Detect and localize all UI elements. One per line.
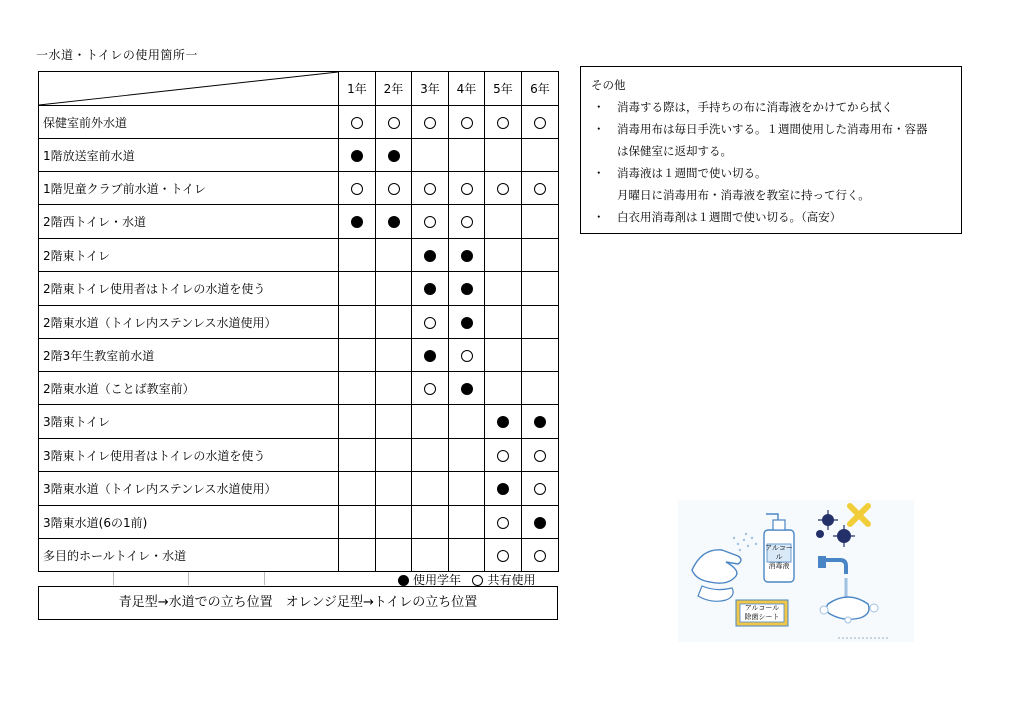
usage-cell xyxy=(522,439,559,472)
usage-cell xyxy=(412,372,449,405)
usage-cell xyxy=(339,205,376,239)
usage-cell xyxy=(412,306,449,339)
usage-table xyxy=(38,71,559,572)
open-circle-icon xyxy=(461,350,473,362)
bullet: ・ xyxy=(593,166,605,180)
usage-cell xyxy=(412,272,449,306)
usage-cell xyxy=(485,239,522,272)
filled-circle-icon xyxy=(534,517,546,529)
bottle-label: アルコール 消毒液 xyxy=(765,544,793,570)
usage-cell xyxy=(522,539,559,572)
notes-box xyxy=(580,66,962,234)
usage-cell xyxy=(522,306,559,339)
open-circle-icon xyxy=(461,117,473,129)
location-cell: 2階東水道（ことば教室前） xyxy=(39,372,339,405)
usage-cell xyxy=(485,272,522,306)
usage-cell xyxy=(449,172,485,205)
filled-circle-icon xyxy=(351,216,363,228)
usage-cell xyxy=(485,439,522,472)
note-item xyxy=(591,96,951,118)
usage-cell xyxy=(485,472,522,506)
open-circle-icon xyxy=(497,183,509,195)
table-header-row xyxy=(39,72,559,106)
table-row xyxy=(39,272,559,306)
usage-cell xyxy=(376,306,412,339)
bullet: ・ xyxy=(593,210,605,224)
legend-open-label: 共有使用 xyxy=(487,573,536,587)
usage-cell xyxy=(376,539,412,572)
note-text: 白衣用消毒剤は１週間で使い切る。（高安） xyxy=(617,210,842,224)
usage-cell xyxy=(412,472,449,506)
legend-row xyxy=(38,571,558,586)
filled-circle-icon xyxy=(351,150,363,162)
open-circle-icon xyxy=(534,483,546,495)
location-cell: 2階3年生教室前水道 xyxy=(39,339,339,372)
usage-cell xyxy=(449,106,485,139)
bullet: ・ xyxy=(593,122,605,136)
usage-cell xyxy=(412,439,449,472)
usage-cell xyxy=(339,172,376,205)
usage-cell xyxy=(449,272,485,306)
filled-circle-icon xyxy=(388,216,400,228)
note-text: 月曜日に消毒用布・消毒液を教室に持って行く。 xyxy=(617,188,870,202)
usage-cell xyxy=(412,106,449,139)
usage-cell xyxy=(339,239,376,272)
usage-cell xyxy=(522,372,559,405)
usage-cell xyxy=(449,339,485,372)
open-circle-icon xyxy=(534,450,546,462)
table-row xyxy=(39,405,559,439)
usage-table-body xyxy=(39,106,559,572)
open-circle-icon xyxy=(388,117,400,129)
usage-cell xyxy=(485,172,522,205)
grade-header: 3年 xyxy=(412,72,449,106)
usage-cell xyxy=(485,372,522,405)
usage-cell xyxy=(339,372,376,405)
usage-cell xyxy=(339,539,376,572)
usage-cell xyxy=(339,306,376,339)
note-text: 消毒する際は，手持ちの布に消毒液をかけてから拭く xyxy=(617,100,893,114)
usage-cell xyxy=(412,506,449,539)
usage-cell xyxy=(522,472,559,506)
hand-sanitizer-icon xyxy=(678,500,914,642)
open-circle-icon xyxy=(424,183,436,195)
table-row xyxy=(39,372,559,405)
usage-cell xyxy=(522,272,559,306)
table-row xyxy=(39,472,559,506)
location-cell: 3階東水道(6の1前) xyxy=(39,506,339,539)
usage-cell xyxy=(412,539,449,572)
location-cell: 1階児童クラブ前水道・トイレ xyxy=(39,172,339,205)
usage-cell xyxy=(449,239,485,272)
filled-circle-icon xyxy=(461,317,473,329)
usage-cell xyxy=(522,205,559,239)
open-circle-icon xyxy=(351,183,363,195)
open-circle-icon xyxy=(424,383,436,395)
table-row xyxy=(39,205,559,239)
location-cell: 1階放送室前水道 xyxy=(39,139,339,172)
filled-circle-icon xyxy=(497,483,509,495)
usage-cell xyxy=(522,172,559,205)
usage-cell xyxy=(485,306,522,339)
usage-cell xyxy=(449,405,485,439)
usage-cell xyxy=(412,139,449,172)
usage-cell xyxy=(412,205,449,239)
usage-cell xyxy=(522,405,559,439)
note-item xyxy=(591,162,951,184)
open-circle-icon xyxy=(497,117,509,129)
location-cell: 3階東トイレ xyxy=(39,405,339,439)
note-text: 消毒用布は毎日手洗いする。１週間使用した消毒用布・容器 xyxy=(617,122,928,136)
location-cell: 2階東トイレ使用者はトイレの水道を使う xyxy=(39,272,339,306)
filled-circle-icon xyxy=(398,575,409,586)
open-circle-icon xyxy=(534,550,546,562)
filled-circle-icon xyxy=(461,383,473,395)
usage-cell xyxy=(376,239,412,272)
usage-cell xyxy=(449,506,485,539)
location-cell: 3階東水道（トイレ内ステンレス水道使用） xyxy=(39,472,339,506)
usage-cell xyxy=(412,405,449,439)
row-divider xyxy=(264,572,265,585)
usage-cell xyxy=(449,139,485,172)
usage-cell xyxy=(376,106,412,139)
note-item xyxy=(591,118,951,140)
usage-cell xyxy=(376,506,412,539)
open-circle-icon xyxy=(472,575,483,586)
usage-cell xyxy=(339,472,376,506)
usage-cell xyxy=(376,205,412,239)
open-circle-icon xyxy=(388,183,400,195)
usage-cell xyxy=(485,139,522,172)
usage-cell xyxy=(376,172,412,205)
open-circle-icon xyxy=(497,550,509,562)
usage-cell xyxy=(376,439,412,472)
filled-circle-icon xyxy=(424,250,436,262)
usage-cell xyxy=(449,439,485,472)
grade-header: 2年 xyxy=(376,72,412,106)
usage-cell xyxy=(485,506,522,539)
bullet: ・ xyxy=(593,100,605,114)
usage-cell xyxy=(522,139,559,172)
usage-cell xyxy=(376,139,412,172)
usage-cell xyxy=(522,239,559,272)
note-item xyxy=(591,184,951,206)
usage-cell xyxy=(412,239,449,272)
notes-heading: その他 xyxy=(591,78,626,92)
disinfection-illustration xyxy=(678,500,914,642)
usage-cell xyxy=(339,139,376,172)
usage-cell xyxy=(339,506,376,539)
usage-cell xyxy=(522,106,559,139)
usage-cell xyxy=(449,205,485,239)
usage-cell xyxy=(376,272,412,306)
table-row xyxy=(39,339,559,372)
note-item xyxy=(591,206,951,228)
filled-circle-icon xyxy=(424,283,436,295)
open-circle-icon xyxy=(461,183,473,195)
usage-cell xyxy=(412,339,449,372)
table-row xyxy=(39,506,559,539)
usage-cell xyxy=(485,205,522,239)
note-text: は保健室に返却する。 xyxy=(617,144,732,158)
location-cell: 2階東水道（トイレ内ステンレス水道使用） xyxy=(39,306,339,339)
table-row xyxy=(39,172,559,205)
grade-header: 4年 xyxy=(449,72,485,106)
usage-cell xyxy=(522,339,559,372)
location-cell: 3階東トイレ使用者はトイレの水道を使う xyxy=(39,439,339,472)
location-cell: 多目的ホールトイレ・水道 xyxy=(39,539,339,572)
legend-filled-label: 使用学年 xyxy=(413,573,462,587)
sheet-label: アルコール 除菌シート xyxy=(744,604,780,621)
open-circle-icon xyxy=(534,117,546,129)
usage-cell xyxy=(449,539,485,572)
usage-cell xyxy=(522,506,559,539)
table-row xyxy=(39,239,559,272)
note-item xyxy=(591,140,951,162)
note-text: 消毒液は１週間で使い切る。 xyxy=(617,166,767,180)
usage-cell xyxy=(449,472,485,506)
usage-cell xyxy=(339,106,376,139)
usage-cell xyxy=(339,272,376,306)
grade-header: 1年 xyxy=(339,72,376,106)
table-row xyxy=(39,439,559,472)
open-circle-icon xyxy=(461,216,473,228)
usage-cell xyxy=(376,405,412,439)
filled-circle-icon xyxy=(461,250,473,262)
usage-cell xyxy=(485,106,522,139)
usage-cell xyxy=(485,339,522,372)
usage-cell xyxy=(339,339,376,372)
open-circle-icon xyxy=(424,317,436,329)
page-title: 一水道・トイレの使用箇所一 xyxy=(36,48,198,62)
footer-note: 青足型→水道での立ち位置 オレンジ足型→トイレの立ち位置 xyxy=(38,586,558,620)
location-cell: 2階西トイレ・水道 xyxy=(39,205,339,239)
usage-cell xyxy=(485,539,522,572)
usage-cell xyxy=(485,405,522,439)
filled-circle-icon xyxy=(497,416,509,428)
filled-circle-icon xyxy=(388,150,400,162)
table-row xyxy=(39,306,559,339)
grade-header: 5年 xyxy=(485,72,522,106)
usage-cell xyxy=(339,405,376,439)
usage-cell xyxy=(449,306,485,339)
diagonal-header-cell xyxy=(39,72,339,106)
usage-cell xyxy=(376,372,412,405)
open-circle-icon xyxy=(497,517,509,529)
usage-cell xyxy=(376,472,412,506)
open-circle-icon xyxy=(424,216,436,228)
location-cell: 保健室前外水道 xyxy=(39,106,339,139)
open-circle-icon xyxy=(534,183,546,195)
usage-cell xyxy=(376,339,412,372)
grade-header: 6年 xyxy=(522,72,559,106)
open-circle-icon xyxy=(424,117,436,129)
usage-cell xyxy=(412,172,449,205)
table-row xyxy=(39,539,559,572)
row-divider xyxy=(188,572,189,585)
location-cell: 2階東トイレ xyxy=(39,239,339,272)
filled-circle-icon xyxy=(534,416,546,428)
table-row xyxy=(39,106,559,139)
filled-circle-icon xyxy=(461,283,473,295)
row-divider xyxy=(113,572,114,585)
usage-cell xyxy=(449,372,485,405)
open-circle-icon xyxy=(351,117,363,129)
usage-cell xyxy=(339,439,376,472)
table-row xyxy=(39,139,559,172)
filled-circle-icon xyxy=(424,350,436,362)
open-circle-icon xyxy=(497,450,509,462)
